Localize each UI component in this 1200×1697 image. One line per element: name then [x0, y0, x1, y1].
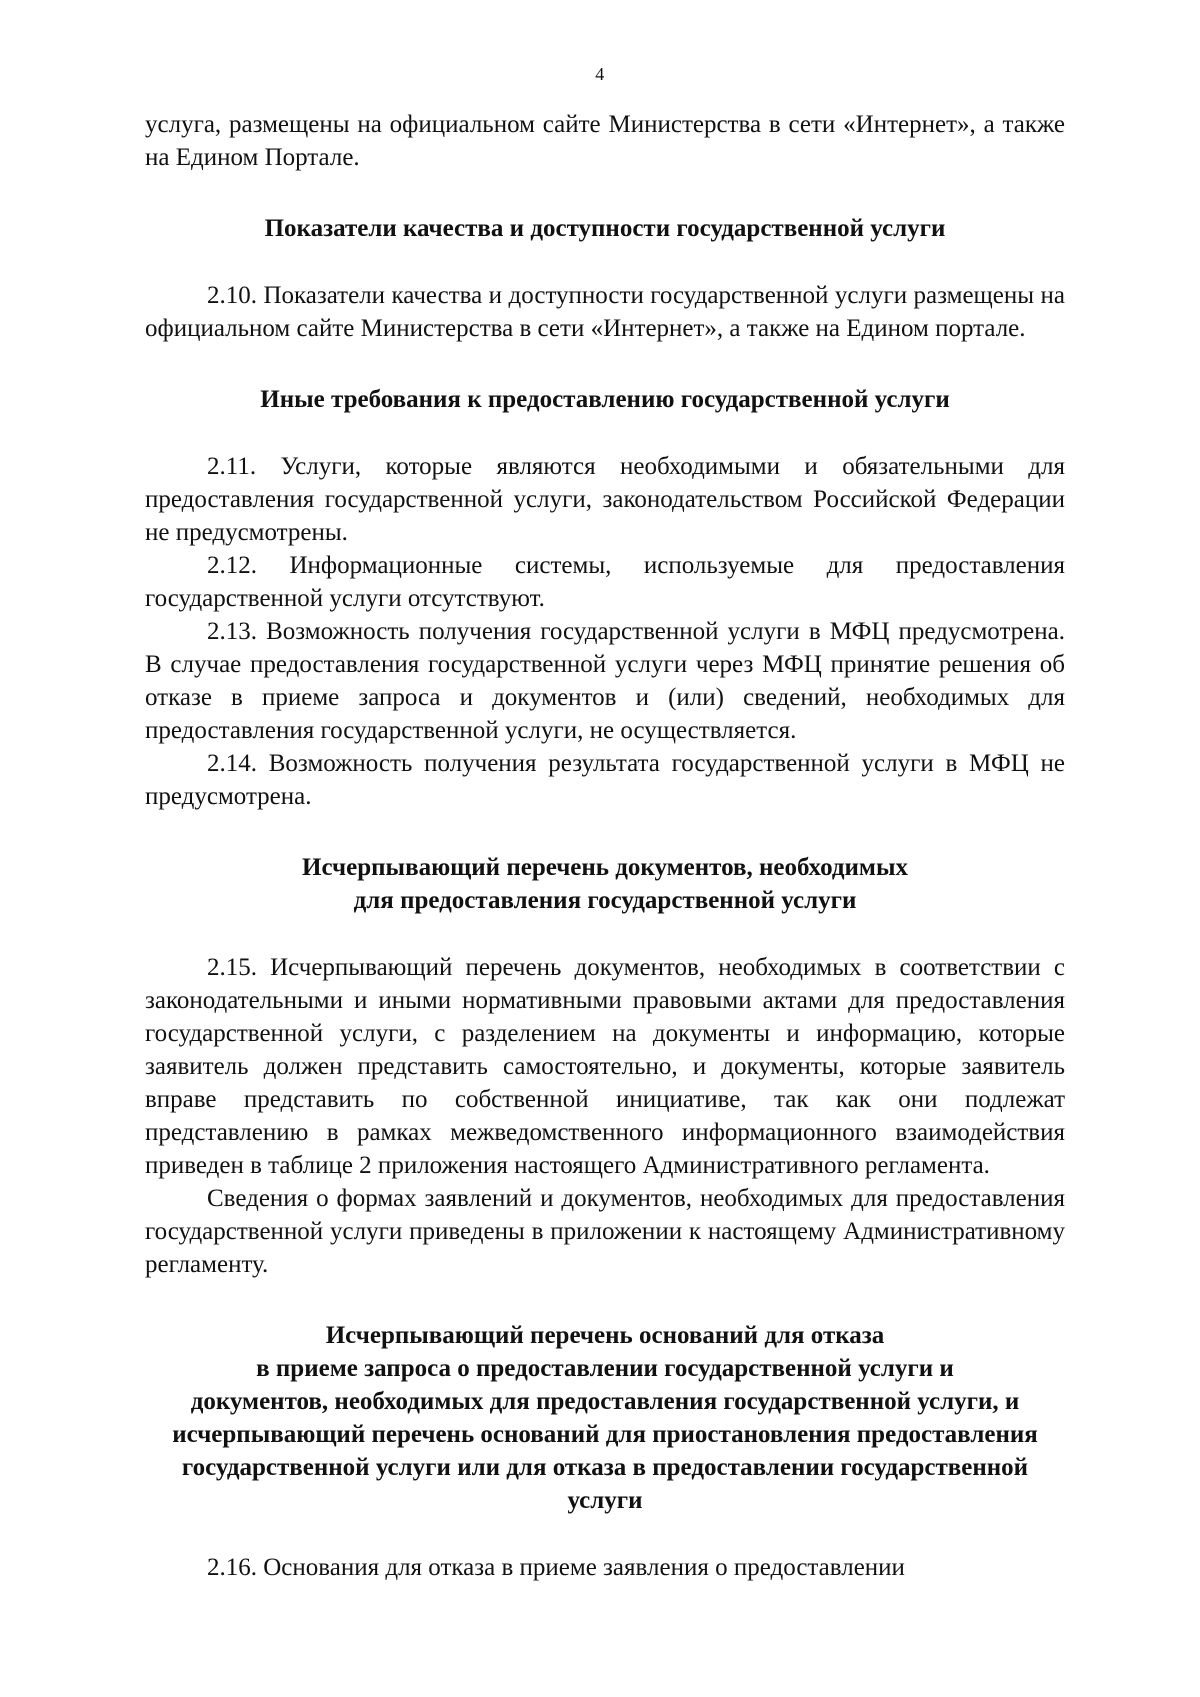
- section-heading-documents-list: [145, 851, 1065, 917]
- section-heading-quality: [145, 212, 1065, 245]
- heading-line: Исчерпывающий перечень документов, необходимых: [302, 854, 908, 881]
- heading-line: в приеме запроса о предоставлении государственной услуги и: [256, 1355, 954, 1382]
- document-body: [145, 108, 1065, 1584]
- paragraph-2-14: 2.14. Возможность получения результата государственной услуги в МФЦ не предусмотрена.: [145, 750, 1065, 810]
- section-heading-refusal-grounds: [145, 1319, 1065, 1517]
- heading-line: Показатели качества и доступности государственной услуги: [264, 215, 946, 242]
- paragraph-2-16: 2.16. Основания для отказа в приеме заявления о предоставлении: [207, 1554, 905, 1581]
- paragraph-2-10: 2.10. Показатели качества и доступности государственной услуги размещены на официальном сайте Министерства в сети «Интернет», а также на Едином портале.: [145, 282, 1065, 342]
- intro-paragraph: услуга, размещены на официальном сайте Министерства в сети «Интернет», а также на Едином Портале.: [145, 111, 1065, 171]
- paragraph-2-13: 2.13. Возможность получения государственной услуги в МФЦ предусмотрена. В случае предоставления государственной услуги через МФЦ принятие решения об отказе в приеме запроса и документов и (или) сведений, необходимых для предоставления государственной услуги, не осуществляется.: [145, 618, 1065, 744]
- paragraph-2-11: 2.11. Услуги, которые являются необходимыми и обязательными для предоставления государственной услуги, законодательством Российской Федерации не предусмотрены.: [145, 453, 1065, 546]
- paragraph-forms-info: Сведения о формах заявлений и документов, необходимых для предоставления государственной услуги приведены в приложении к настоящему Административному регламенту.: [145, 1185, 1065, 1278]
- heading-line: государственной услуги или для отказа в предоставлении государственной: [181, 1454, 1029, 1481]
- paragraph-2-12: 2.12. Информационные системы, используемые для предоставления государственной услуги отсутствуют.: [145, 552, 1065, 612]
- heading-line: услуги: [567, 1487, 643, 1514]
- page-number: 4: [595, 64, 605, 84]
- heading-line: Исчерпывающий перечень оснований для отказа: [325, 1322, 885, 1349]
- section-heading-other-requirements: [145, 383, 1065, 416]
- heading-line: для предоставления государственной услуги: [353, 887, 857, 914]
- heading-line: документов, необходимых для предоставления государственной услуги, и: [190, 1388, 1020, 1415]
- heading-line: исчерпывающий перечень оснований для приостановления предоставления: [172, 1421, 1038, 1448]
- paragraph-2-15: 2.15. Исчерпывающий перечень документов, необходимых в соответствии с законодательными и иными нормативными правовыми актами для предоставления государственной услуги, с разделением на документы и информацию, которые заявитель должен представить самостоятельно, и документы, которые заявитель вправе представить по собственной инициативе, так как они подлежат представлению в рамках межведомственного информационного взаимодействия приведен в таблице 2 приложения настоящего Административного регламента.: [145, 954, 1065, 1179]
- heading-line: Иные требования к предоставлению государственной услуги: [260, 386, 950, 413]
